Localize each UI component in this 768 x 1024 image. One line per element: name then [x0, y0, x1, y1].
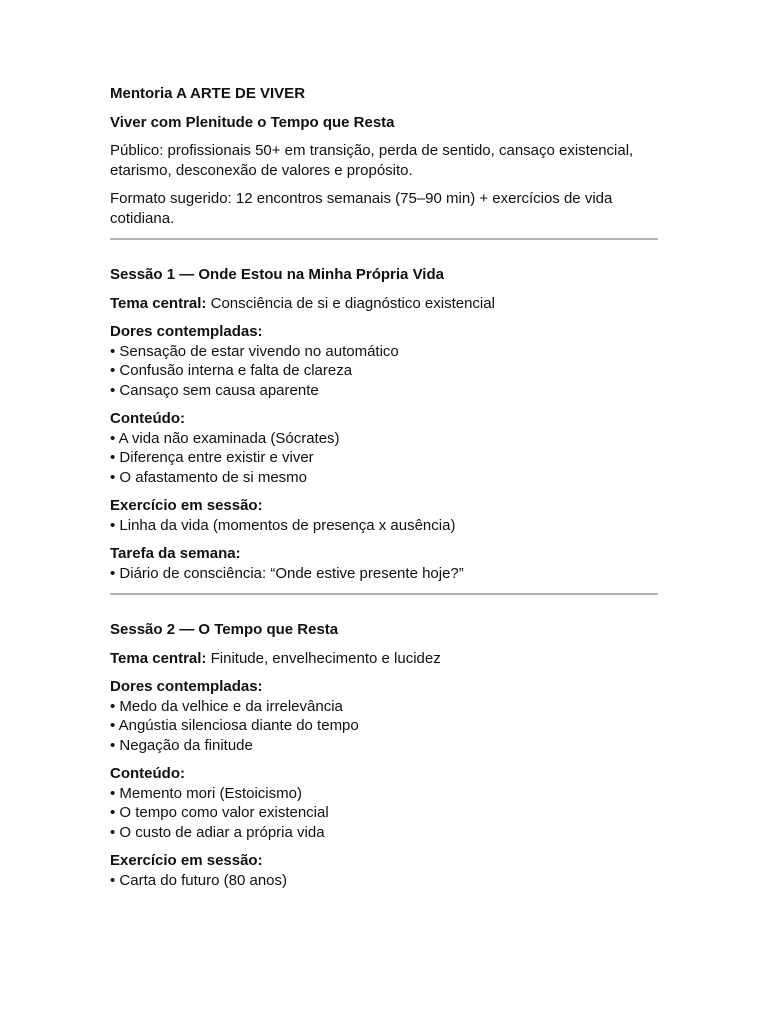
exercise-block [110, 851, 658, 890]
exercise-label: Exercício em sessão: [110, 852, 263, 869]
list-item: • O custo de adiar a própria vida [110, 823, 325, 841]
list-item: • Diário de consciência: “Onde estive presente hoje?” [110, 564, 464, 582]
session-theme [110, 649, 658, 669]
pains-label: Dores contempladas: [110, 323, 263, 340]
content-label: Conteúdo: [110, 765, 185, 782]
theme-text: Consciência de si e diagnóstico existencial [206, 294, 495, 312]
theme-label: Tema central: [110, 649, 207, 667]
session-1 [110, 265, 658, 595]
list-item: • Cansaço sem causa aparente [110, 381, 319, 399]
list-item: • Sensação de estar vivendo no automático [110, 342, 399, 360]
document-title: Mentoria A ARTE DE VIVER [110, 85, 306, 102]
session-theme [110, 294, 658, 314]
exercise-block [110, 496, 658, 535]
document-subtitle: Viver com Plenitude o Tempo que Resta [110, 113, 395, 131]
homework-block [110, 544, 658, 583]
session-title: Sessão 2 — O Tempo que Resta [110, 621, 339, 638]
content-block [110, 409, 658, 487]
exercise-label: Exercício em sessão: [110, 497, 263, 514]
content-list [110, 429, 658, 488]
content-label: Conteúdo: [110, 410, 185, 427]
exercise-list [110, 516, 658, 536]
pains-list [110, 342, 658, 401]
content-block [110, 764, 658, 842]
list-item: • A vida não examinada (Sócrates) [110, 429, 340, 447]
homework-label: Tarefa da semana: [110, 545, 241, 562]
content-list [110, 784, 658, 843]
list-item: • Memento mori (Estoicismo) [110, 784, 302, 802]
audience-paragraph: Público: profissionais 50+ em transição, perda de sentido, cansaço existencial, etarismo, desconexão de valores e propósito. [110, 142, 634, 179]
list-item: • Negação da finitude [110, 736, 253, 754]
document-content [110, 84, 658, 890]
session-2 [110, 620, 658, 890]
exercise-list [110, 871, 658, 891]
list-item: • Confusão interna e falta de clareza [110, 362, 353, 379]
section-divider [110, 593, 658, 595]
theme-text: Finitude, envelhecimento e lucidez [206, 649, 441, 667]
theme-label: Tema central: [110, 294, 207, 312]
list-item: • O afastamento de si mesmo [110, 468, 307, 486]
list-item: • Carta do futuro (80 anos) [110, 871, 288, 889]
session-title: Sessão 1 — Onde Estou na Minha Própria Vida [110, 266, 444, 283]
list-item: • Diferença entre existir e viver [110, 449, 314, 466]
section-divider [110, 238, 658, 240]
format-paragraph: Formato sugerido: 12 encontros semanais (75–90 min) + exercícios de vida cotidiana. [110, 190, 613, 227]
pains-list [110, 697, 658, 756]
pains-label: Dores contempladas: [110, 678, 263, 695]
pains-block [110, 677, 658, 755]
list-item: • Linha da vida (momentos de presença x ausência) [110, 516, 456, 534]
list-item: • Medo da velhice e da irrelevância [110, 697, 343, 715]
list-item: • Angústia silenciosa diante do tempo [110, 717, 359, 734]
pains-block [110, 322, 658, 400]
list-item: • O tempo como valor existencial [110, 804, 329, 821]
homework-list [110, 564, 658, 584]
